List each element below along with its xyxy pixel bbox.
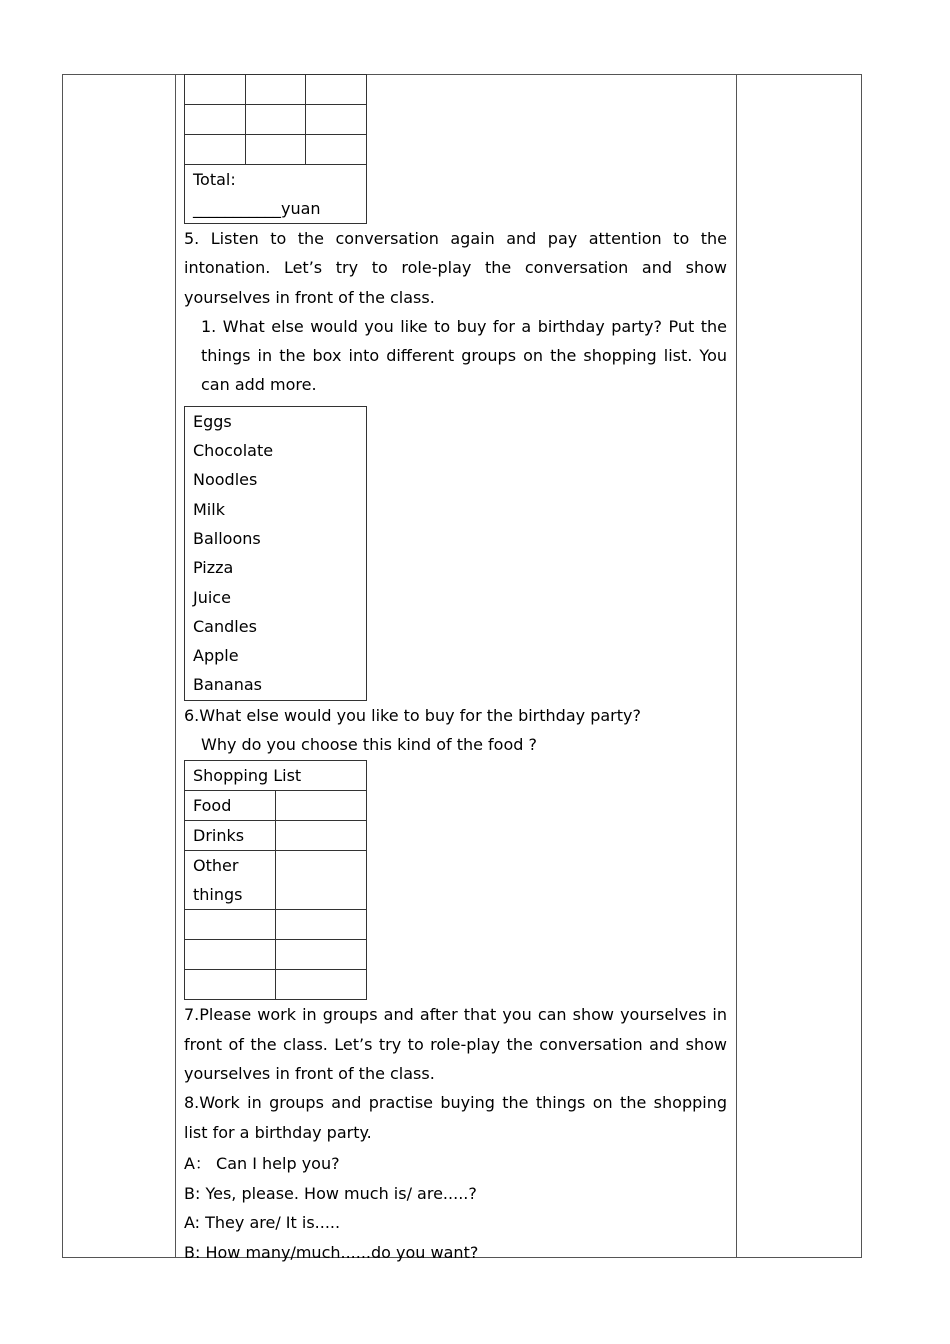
list-item: Noodles (193, 470, 258, 490)
table-cell (276, 851, 367, 910)
task-6-line-1: 6.What else would you like to buy for the birthday party? (184, 705, 641, 725)
table-cell: Drinks (185, 821, 276, 851)
list-item: Milk (193, 499, 225, 519)
task-6-line-2: Why do you choose this kind of the food ? (201, 735, 537, 755)
total-label: Total: (193, 170, 236, 189)
table-cell: Other things (185, 851, 276, 910)
list-item: Balloons (193, 528, 261, 548)
shopping-list-title: Shopping List (185, 761, 367, 791)
dialogue-line: B: How many/much......do you want? (184, 1243, 479, 1263)
dialogue-line: B: Yes, please. How much is/ are.....? (184, 1183, 477, 1203)
main-content-cell (184, 74, 727, 1268)
table-row (185, 165, 367, 224)
table-row (185, 105, 367, 135)
list-item: Pizza (193, 558, 234, 578)
table-row (185, 821, 367, 851)
task-5-subtask: 1. What else would you like to buy for a birthday party? Put the things in the box into different groups on the shopping list. You can add more. (201, 316, 727, 395)
list-item: Eggs (193, 411, 232, 431)
table-cell (276, 821, 367, 851)
table-row (185, 135, 367, 165)
table-row (185, 75, 367, 105)
shopping-list-table (184, 760, 367, 1000)
list-item: Juice (193, 587, 231, 607)
word-box (184, 406, 367, 701)
task-7-text: 7.Please work in groups and after that you can show yourselves in front of the class. Let’s try to role-play the conversation and show yourselves in front of the class. (184, 1005, 727, 1083)
table-row (185, 791, 367, 821)
price-table (184, 74, 367, 224)
task-8-text: 8.Work in groups and practise buying the things on the shopping list for a birthday party. (184, 1093, 727, 1142)
column-divider (175, 74, 176, 1258)
list-item: Apple (193, 646, 239, 666)
column-divider (736, 74, 737, 1258)
table-cell: Food (185, 791, 276, 821)
table-cell (276, 791, 367, 821)
list-item: Bananas (193, 675, 263, 695)
total-blank: ___________yuan (193, 199, 321, 218)
dialogue-line: A： Can I help you? (184, 1153, 340, 1173)
table-row (185, 970, 367, 1000)
task-5-text: 5. Listen to the conversation again and pay attention to the intonation. Let’s try to role-play the conversation and show yourselves in front of the class. (184, 229, 727, 307)
list-item: Chocolate (193, 441, 274, 461)
table-row (185, 851, 367, 910)
dialogue-line: A: They are/ It is..... (184, 1213, 341, 1233)
table-row (185, 940, 367, 970)
list-item: Candles (193, 616, 257, 636)
table-row (185, 910, 367, 940)
table-row (185, 761, 367, 791)
